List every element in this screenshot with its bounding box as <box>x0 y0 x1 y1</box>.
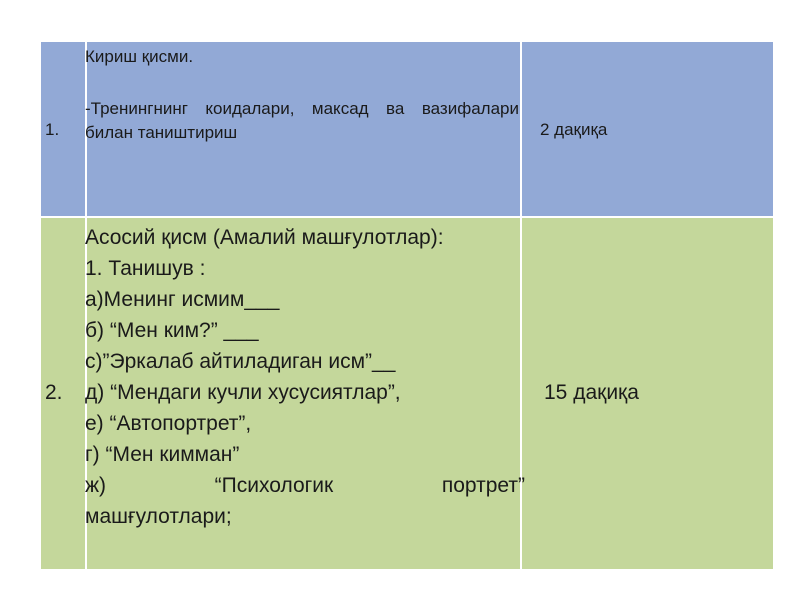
agenda-table <box>41 42 773 569</box>
list-item: г) “Мен кимман” <box>85 443 240 466</box>
list-item: с)”Эркалаб айтиладиган исм”__ <box>85 350 396 373</box>
row-number-cell <box>41 218 85 569</box>
list-item-last: ж) “Психологик портрет” <box>85 474 525 497</box>
table-row <box>41 42 773 216</box>
section-description: -Тренингнинг коидалари, максад ва вазифалари билан таништириш <box>85 99 519 142</box>
section-heading: Асосий қисм (Амалий машғулотлар): <box>85 226 444 249</box>
main-section-content <box>85 222 525 532</box>
list-item: е) “Автопортрет”, <box>85 412 252 435</box>
row-number: 1. <box>45 120 60 139</box>
row-duration-cell <box>522 218 773 569</box>
row-duration-cell <box>522 42 773 216</box>
list-item: д) “Мендаги кучли хусусиятлар”, <box>85 381 401 404</box>
row-number-cell <box>41 42 85 216</box>
row-number: 2. <box>45 381 63 404</box>
row-duration: 2 дақиқа <box>540 120 608 139</box>
row-duration: 15 дақиқа <box>544 381 639 404</box>
table-row <box>41 218 773 569</box>
list-item: б) “Мен ким?” ___ <box>85 319 259 342</box>
list-item-last-continuation: машғулотлари; <box>85 505 232 528</box>
section-title: Кириш қисми. <box>85 47 194 66</box>
list-item: а)Менинг исмим___ <box>85 288 280 311</box>
list-item: 1. Танишув : <box>85 257 206 280</box>
